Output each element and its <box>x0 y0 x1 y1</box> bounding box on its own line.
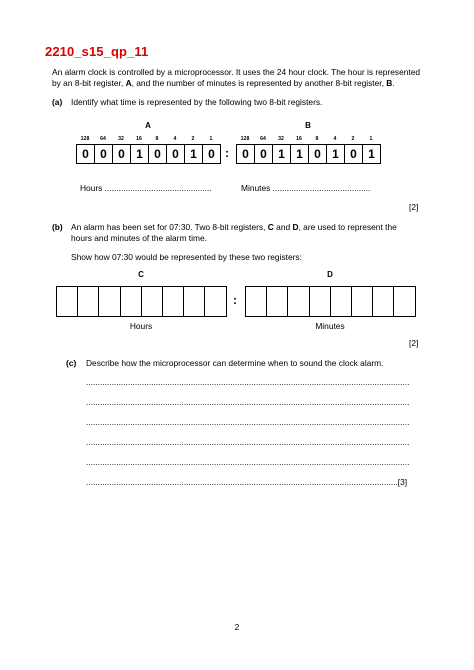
part-b-question <box>71 222 431 244</box>
register-a-bit: 1 <box>131 145 149 163</box>
register-a <box>76 144 221 164</box>
part-b-label: (b) <box>52 222 63 232</box>
register-d-bit-box[interactable] <box>246 287 267 316</box>
minutes-answer-line[interactable]: Minutes .......................................... <box>241 183 371 193</box>
register-d-label: D <box>327 270 333 279</box>
place-value: 128 <box>80 136 90 142</box>
register-c-bit-box[interactable] <box>163 287 184 316</box>
part-c-question: Describe how the microprocessor can determine when to sound the clock alarm. <box>86 358 384 368</box>
place-value: 1 <box>209 136 213 142</box>
hours-label: Hours <box>129 321 153 331</box>
register-c-bit-box[interactable] <box>184 287 205 316</box>
place-value: 2 <box>351 136 355 142</box>
register-a-bit: 0 <box>149 145 167 163</box>
part-b-marks: [2] <box>409 338 419 348</box>
part-c-answer-lines <box>86 377 422 497</box>
register-separator-colon: : <box>233 293 237 307</box>
register-d[interactable] <box>245 286 416 317</box>
register-a-bit: 0 <box>77 145 95 163</box>
intro-line-1: An alarm clock is controlled by a microprocessor. It uses the 24 hour clock. The hour is represented <box>52 67 421 77</box>
register-b-bit: 1 <box>291 145 309 163</box>
page-title: 2210_s15_qp_11 <box>45 44 149 59</box>
register-c-label: C <box>138 270 144 279</box>
answer-line[interactable]: ........................................................................................................................................... <box>86 437 410 447</box>
register-b-bit: 1 <box>273 145 291 163</box>
place-value: 4 <box>333 136 337 142</box>
place-value: 8 <box>155 136 159 142</box>
intro-paragraph <box>52 67 432 89</box>
register-d-bit-box[interactable] <box>394 287 414 316</box>
register-c-bit-box[interactable] <box>57 287 78 316</box>
answer-line[interactable]: ........................................................................................................................................... <box>86 457 410 467</box>
part-a-marks: [2] <box>409 202 419 212</box>
answer-line[interactable]: ........................................................................................................................................... <box>86 417 410 427</box>
register-d-bit-box[interactable] <box>352 287 373 316</box>
register-b-bit: 1 <box>368 147 375 161</box>
register-b-place-values <box>236 136 380 142</box>
register-c-bit-box[interactable] <box>205 287 225 316</box>
place-value: 16 <box>296 136 302 142</box>
register-c[interactable] <box>56 286 227 317</box>
register-b-label: B <box>305 121 311 130</box>
register-b-bit: 1 <box>327 145 345 163</box>
part-a-question: Identify what time is represented by the following two 8-bit registers. <box>71 97 323 107</box>
place-value: 8 <box>315 136 319 142</box>
register-a-bit: 1 <box>185 145 203 163</box>
register-d-bit-box[interactable] <box>331 287 352 316</box>
answer-line[interactable]: ........................................................................................................................................... <box>86 377 410 387</box>
register-b-bit: 0 <box>255 145 273 163</box>
place-value: 128 <box>240 136 250 142</box>
place-value: 16 <box>136 136 142 142</box>
part-a-label: (a) <box>52 97 63 107</box>
register-a-bit: 0 <box>208 147 215 161</box>
register-separator-colon: : <box>225 146 229 160</box>
intro-line-2: by an 8-bit register, A, and the number of minutes is represented by another 8-bit register, B. <box>52 78 395 88</box>
register-c-bit-box[interactable] <box>121 287 142 316</box>
place-value: 32 <box>118 136 124 142</box>
part-b-question-line-1: An alarm has been set for 07:30. Two 8-bit registers, C and D, are used to represent the <box>71 222 397 232</box>
place-value: 64 <box>100 136 106 142</box>
place-value: 1 <box>369 136 373 142</box>
register-b <box>236 144 381 164</box>
part-b-instruction: Show how 07:30 would be represented by these two registers: <box>71 252 302 262</box>
register-b-bit: 0 <box>345 145 363 163</box>
register-a-bit: 0 <box>113 145 131 163</box>
register-d-bit-box[interactable] <box>288 287 309 316</box>
answer-line-with-marks[interactable]: ......................................................................................................................................[3] <box>86 477 408 487</box>
place-value: 32 <box>278 136 284 142</box>
register-d-bit-box[interactable] <box>267 287 288 316</box>
part-c-label: (c) <box>66 358 77 368</box>
register-b-bit: 0 <box>309 145 327 163</box>
part-b-question-line-2: hours and minutes of the alarm time. <box>71 233 207 243</box>
page-number: 2 <box>234 622 240 632</box>
hours-answer-line[interactable]: Hours .............................................. <box>80 183 212 193</box>
register-c-bit-box[interactable] <box>99 287 120 316</box>
register-a-label: A <box>145 121 151 130</box>
place-value: 2 <box>191 136 195 142</box>
place-value: 4 <box>173 136 177 142</box>
register-c-bit-box[interactable] <box>142 287 163 316</box>
register-a-bit: 0 <box>167 145 185 163</box>
minutes-label: Minutes <box>315 321 345 331</box>
register-d-bit-box[interactable] <box>310 287 331 316</box>
place-value: 64 <box>260 136 266 142</box>
register-d-bit-box[interactable] <box>373 287 394 316</box>
register-c-bit-box[interactable] <box>78 287 99 316</box>
answer-line[interactable]: ........................................................................................................................................... <box>86 397 410 407</box>
register-b-bit: 0 <box>237 145 255 163</box>
register-a-bit: 0 <box>95 145 113 163</box>
register-a-place-values <box>76 136 220 142</box>
